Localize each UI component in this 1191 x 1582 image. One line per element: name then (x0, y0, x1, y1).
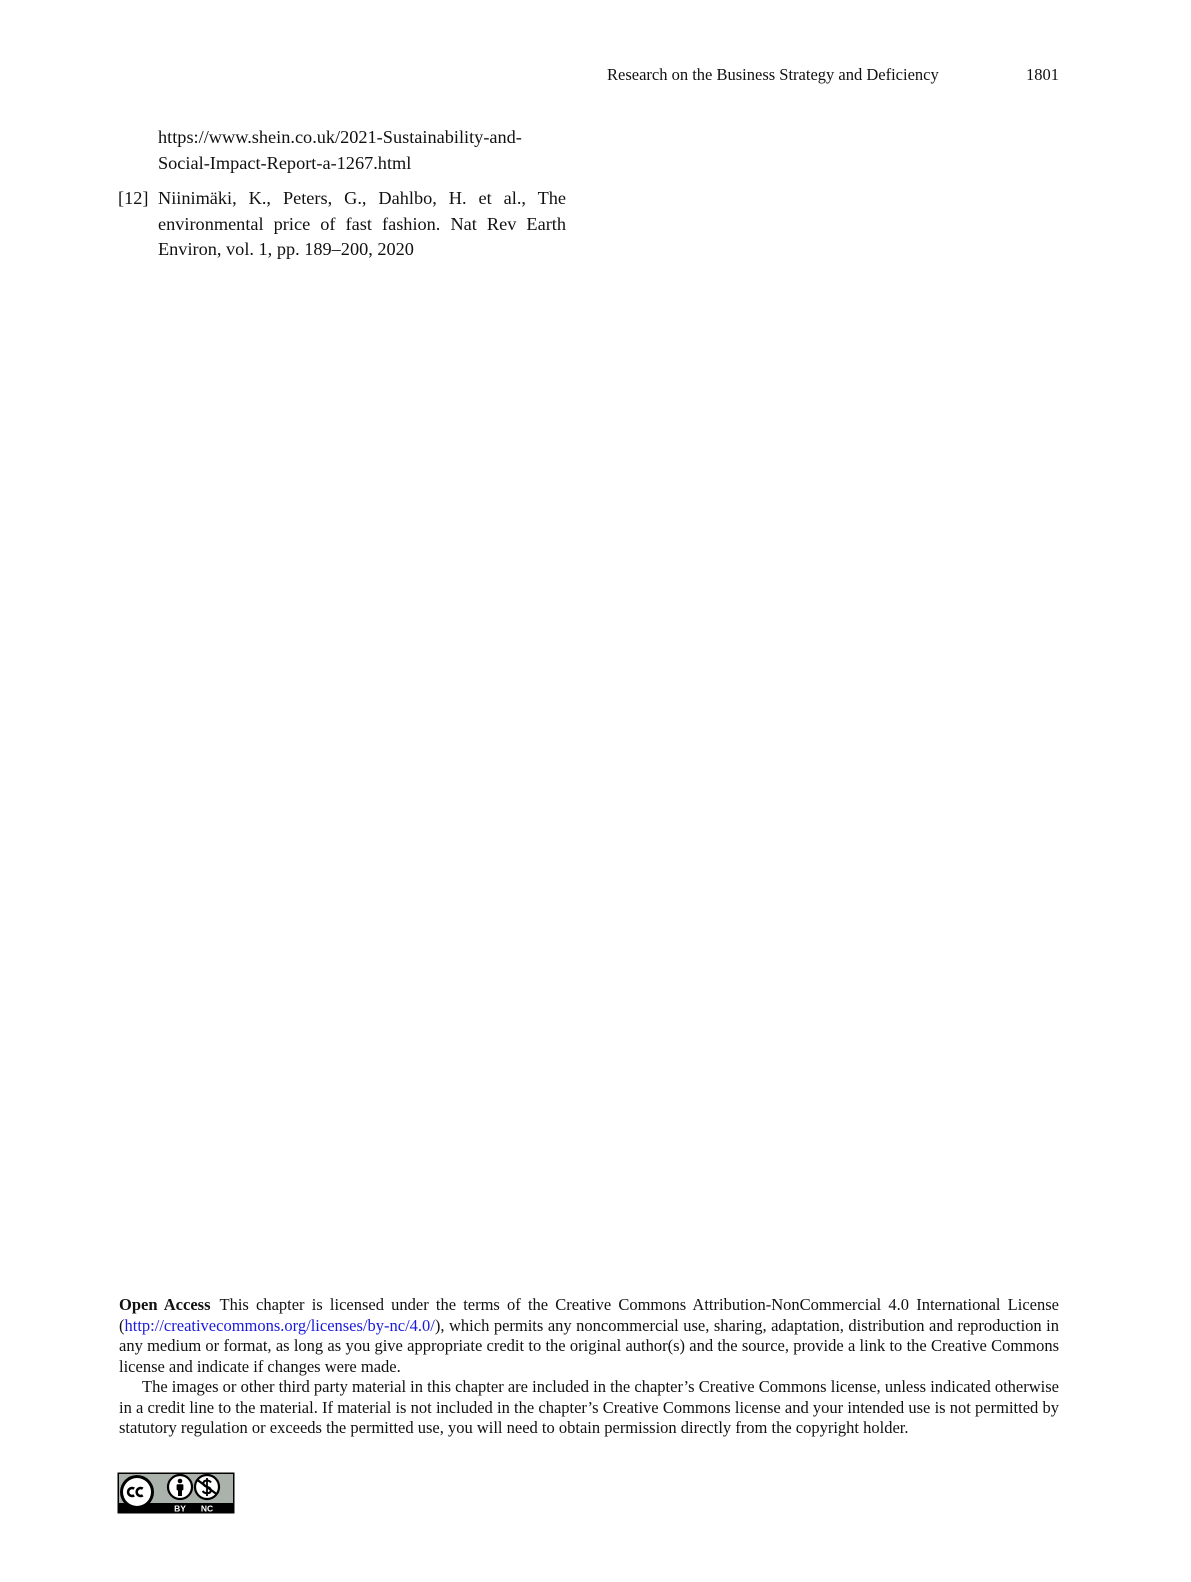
running-title: Research on the Business Strategy and Deficiency (607, 65, 939, 84)
license-link[interactable]: http://creativecommons.org/licenses/by-nc/4.0/ (124, 1315, 435, 1335)
badge-by-label: BY (174, 1503, 186, 1514)
reference-entry-12 (118, 186, 566, 263)
license-paragraph-1 (119, 1295, 1059, 1377)
license-paragraph-2: The images or other third party material in this chapter are included in the chapter’s Creative Commons license, unless indicated otherwise in a credit line to the material. If material is not included in the chapter’s Creative Commons license and your intended use is not permitted by statutory regulation or exceeds the permitted use, you will need to obtain permission directly from the copyright holder. (119, 1377, 1059, 1437)
reference-line: Niinimäki, K., Peters, G., Dahlbo, H. et al., The (158, 188, 566, 208)
reference-line[interactable]: https://www.shein.co.uk/2021-Sustainability-and- (158, 127, 522, 147)
noncommercial-dollar-icon (195, 1475, 219, 1499)
page-number: 1801 (1026, 65, 1059, 84)
open-access-license (119, 1295, 1059, 1439)
license-text-part: ), which permits any noncommercial use, sharing, adaptation, distribution and reproduction in any medium or format, as long as you give appropriate credit to the original author(s) and the source, provide a link to the Creative Commons license and indicate if changes were made. (119, 1315, 1059, 1376)
attribution-person-icon (168, 1475, 192, 1499)
reference-entry-continued (118, 125, 566, 176)
reference-line[interactable]: Social-Impact-Report-a-1267.html (158, 152, 412, 173)
reference-line: Environ, vol. 1, pp. 189–200, 2020 (158, 239, 414, 259)
running-header (607, 64, 1059, 86)
cc-icon (120, 1475, 154, 1509)
open-access-heading: Open Access (119, 1295, 211, 1314)
reference-list (118, 125, 566, 263)
reference-line: environmental price of fast fashion. Nat Rev Earth (158, 213, 566, 234)
license-text-part: This chapter is licensed under the terms of the Creative Commons Attribution-NonCommercial 4.0 International License ( (119, 1295, 1059, 1335)
reference-number: [12] (118, 188, 149, 208)
badge-nc-label: NC (200, 1503, 214, 1514)
cc-by-nc-badge-icon[interactable] (117, 1472, 235, 1514)
